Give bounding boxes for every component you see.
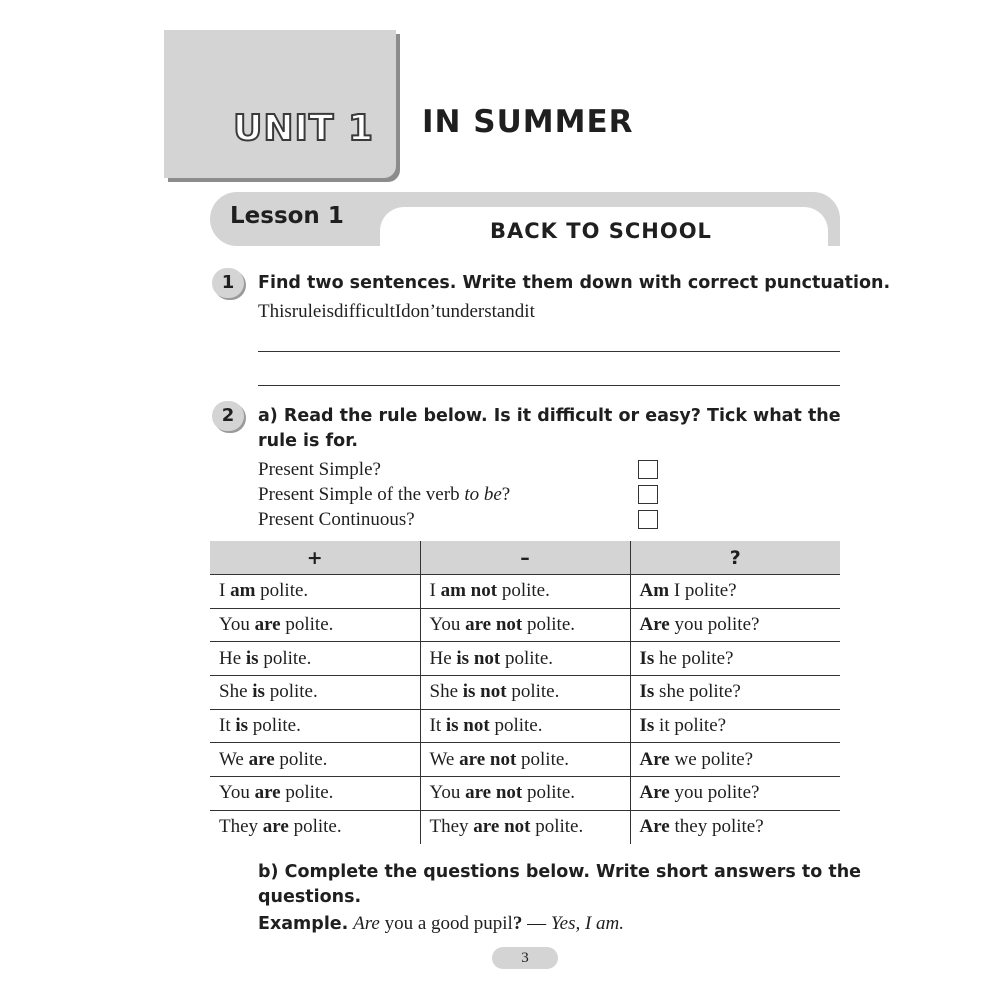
cell-question xyxy=(630,575,840,609)
verb-form: are xyxy=(262,816,289,838)
cell-text: polite. xyxy=(522,614,576,636)
cell-text: You xyxy=(219,614,255,636)
verb-form: are not xyxy=(473,816,531,838)
exercise-1-number: 1 xyxy=(212,268,244,298)
cell-positive xyxy=(210,743,420,777)
verb-form: are xyxy=(248,748,275,770)
tick-box-present-continuous[interactable] xyxy=(638,510,658,529)
verb-form: Is xyxy=(639,715,655,737)
cell-negative xyxy=(420,810,630,843)
verb-form: am not xyxy=(440,580,498,602)
table-row xyxy=(210,642,840,676)
cell-negative xyxy=(420,575,630,609)
table-row xyxy=(210,810,840,843)
cell-text: polite. xyxy=(530,816,584,838)
cell-text: polite. xyxy=(489,715,543,737)
verb-form: am xyxy=(230,580,256,602)
cell-text: polite. xyxy=(264,681,318,703)
cell-text: She xyxy=(219,681,253,703)
cell-negative xyxy=(420,608,630,642)
cell-negative xyxy=(420,709,630,743)
table-row xyxy=(210,709,840,743)
cell-question xyxy=(630,676,840,710)
cell-text: polite. xyxy=(497,580,550,602)
grammar-table xyxy=(210,541,840,844)
unit-label: UNIT 1 xyxy=(233,108,374,149)
cell-text: He xyxy=(219,647,246,669)
lesson-title: BACK TO SCHOOL xyxy=(490,219,712,243)
unit-title: IN SUMMER xyxy=(422,104,634,140)
cell-positive xyxy=(210,642,420,676)
header-question: ? xyxy=(630,541,840,575)
cell-text: They xyxy=(429,816,474,838)
example-line xyxy=(258,913,624,935)
table-row xyxy=(210,575,840,609)
verb-form: Are xyxy=(639,816,670,838)
cell-text: It xyxy=(219,715,236,737)
verb-form: are xyxy=(254,782,281,804)
page-number: 3 xyxy=(492,947,558,969)
verb-form: is xyxy=(235,715,249,737)
cell-question xyxy=(630,709,840,743)
cell-text: she polite? xyxy=(654,681,741,703)
cell-text: polite. xyxy=(258,647,312,669)
option-text: Present Simple of the verb xyxy=(258,484,465,505)
answer-line-1[interactable] xyxy=(258,351,840,352)
cell-text: polite. xyxy=(506,681,560,703)
cell-positive xyxy=(210,810,420,843)
cell-question xyxy=(630,810,840,843)
example-label: Example. xyxy=(258,914,349,934)
lesson-label: Lesson 1 xyxy=(230,203,344,229)
table-row xyxy=(210,676,840,710)
cell-text: they polite? xyxy=(669,816,764,838)
exercise-2-number: 2 xyxy=(212,401,244,431)
cell-text: he polite? xyxy=(654,647,734,669)
verb-form: are xyxy=(254,614,281,636)
answer-line-2[interactable] xyxy=(258,385,840,386)
cell-negative xyxy=(420,642,630,676)
example-question: you a good pupil xyxy=(379,913,513,934)
cell-text: polite. xyxy=(255,580,309,602)
cell-text: You xyxy=(429,614,466,636)
verb-form: are not xyxy=(459,748,517,770)
cell-positive xyxy=(210,709,420,743)
cell-positive xyxy=(210,608,420,642)
example-qmark: ? xyxy=(512,913,523,934)
cell-text: polite. xyxy=(288,816,342,838)
cell-text: I xyxy=(429,580,441,602)
cell-text: polite. xyxy=(274,748,328,770)
cell-negative xyxy=(420,676,630,710)
exercise-2a-instruction-line2: rule is for. xyxy=(258,431,358,451)
verb-form: is not xyxy=(445,715,490,737)
cell-text: I xyxy=(219,580,231,602)
cell-negative xyxy=(420,743,630,777)
option-present-simple xyxy=(258,459,381,481)
cell-text: it polite? xyxy=(654,715,727,737)
cell-text: We xyxy=(429,748,460,770)
table-row xyxy=(210,743,840,777)
example-are: Are xyxy=(353,913,380,934)
cell-text: polite. xyxy=(522,782,576,804)
verb-form: are not xyxy=(465,782,523,804)
cell-text: They xyxy=(219,816,263,838)
cell-text: polite. xyxy=(248,715,301,737)
exercise-2b-instruction-line1: b) Complete the questions below. Write short answers to the xyxy=(258,862,862,882)
cell-text: polite. xyxy=(280,614,334,636)
cell-text: I polite? xyxy=(669,580,737,602)
cell-positive xyxy=(210,575,420,609)
table-header-row xyxy=(210,541,840,575)
verb-form: are not xyxy=(465,614,523,636)
exercise-1-text: ThisruleisdifficultIdon’tunderstandit xyxy=(258,301,535,322)
verb-form: Are xyxy=(639,748,670,770)
verb-form: is xyxy=(252,681,265,703)
cell-question xyxy=(630,642,840,676)
cell-text: polite. xyxy=(516,748,570,770)
verb-form: is not xyxy=(462,681,507,703)
verb-form: Am xyxy=(639,580,670,602)
cell-text: you polite? xyxy=(669,614,760,636)
verb-form: is not xyxy=(456,647,501,669)
verb-form: Is xyxy=(639,647,655,669)
cell-text: you polite? xyxy=(669,782,760,804)
cell-text: polite. xyxy=(500,647,554,669)
header-negative: – xyxy=(420,541,630,575)
cell-text: We xyxy=(219,748,249,770)
grammar-table-body xyxy=(210,575,840,844)
tick-box-present-simple[interactable] xyxy=(638,460,658,479)
option-present-continuous xyxy=(258,509,415,531)
cell-question xyxy=(630,608,840,642)
cell-text: He xyxy=(429,647,457,669)
cell-text: You xyxy=(429,782,466,804)
verb-form: is xyxy=(245,647,259,669)
table-row xyxy=(210,608,840,642)
exercise-2b-instruction-line2: questions. xyxy=(258,887,362,907)
option-present-simple-to-be xyxy=(258,484,510,506)
cell-text: polite. xyxy=(280,782,334,804)
tick-box-present-simple-to-be[interactable] xyxy=(638,485,658,504)
cell-text: You xyxy=(219,782,255,804)
cell-negative xyxy=(420,777,630,811)
header-positive: + xyxy=(210,541,420,575)
cell-text: we polite? xyxy=(669,748,754,770)
table-row xyxy=(210,777,840,811)
example-answer: Yes, I am. xyxy=(550,913,625,934)
example-dash: — xyxy=(522,913,551,934)
option-text: Present Simple? xyxy=(258,459,381,480)
verb-form: Are xyxy=(639,614,670,636)
exercise-2a-instruction-line1: a) Read the rule below. Is it difficult or easy? Tick what the xyxy=(258,406,841,426)
option-text: Present Continuous? xyxy=(258,509,415,530)
option-text-end: ? xyxy=(501,484,511,505)
unit-header-box xyxy=(164,30,396,178)
cell-positive xyxy=(210,777,420,811)
cell-text: She xyxy=(429,681,463,703)
cell-text: It xyxy=(429,715,446,737)
cell-question xyxy=(630,777,840,811)
cell-question xyxy=(630,743,840,777)
verb-form: Are xyxy=(639,782,670,804)
verb-form: Is xyxy=(639,681,655,703)
cell-positive xyxy=(210,676,420,710)
option-italic-text: to be xyxy=(464,484,502,505)
exercise-1-instruction: Find two sentences. Write them down with correct punctuation. xyxy=(258,273,891,293)
